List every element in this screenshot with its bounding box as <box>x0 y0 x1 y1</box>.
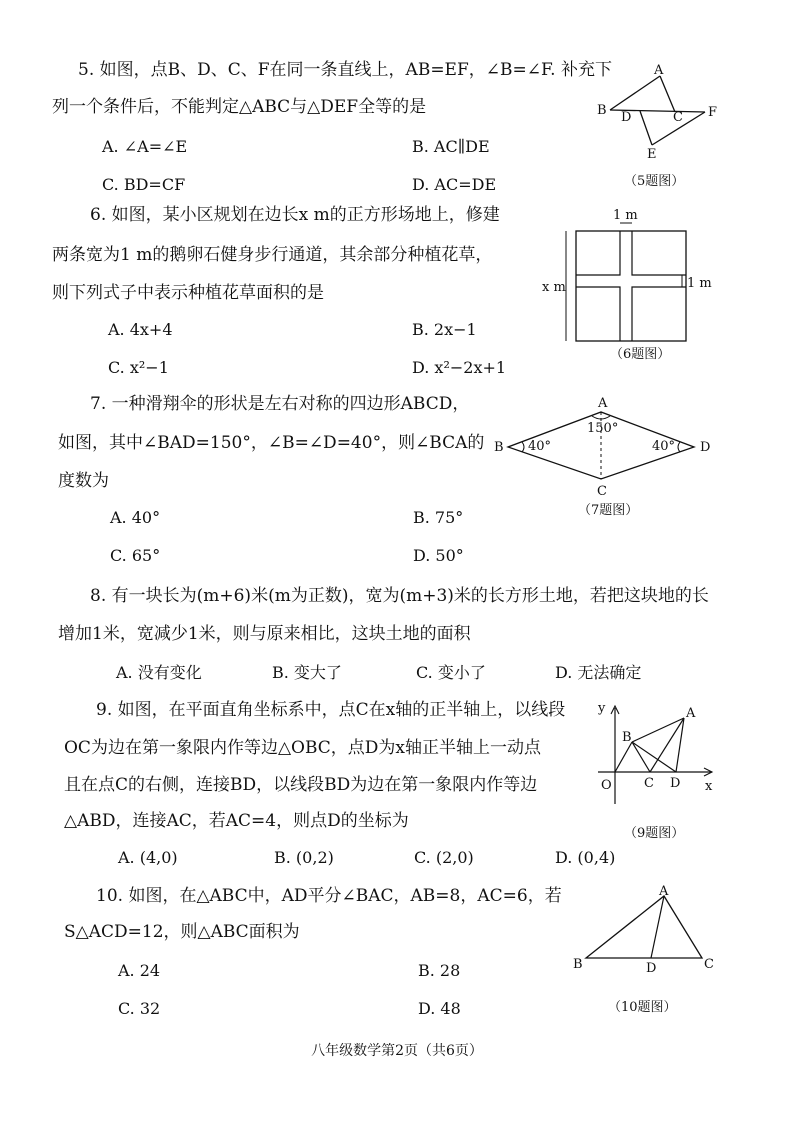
f7-label-a: A <box>598 396 608 411</box>
q10-option-b: B. 28 <box>418 961 461 980</box>
q7-option-d: D. 50° <box>413 546 464 565</box>
q6-option-a: A. 4x+4 <box>108 320 173 339</box>
q8-option-a: A. 没有变化 <box>116 663 202 682</box>
f9-label-c: C <box>644 776 654 791</box>
q7-option-a: A. 40° <box>110 508 161 527</box>
q6-text-line1: 6. 如图，某小区规划在边长x m的正方形场地上，修建 <box>90 205 500 225</box>
f9-label-o: O <box>601 778 612 793</box>
q7-option-b: B. 75° <box>413 508 464 527</box>
q5-option-c: C. BD=CF <box>102 175 186 194</box>
q8-option-b: B. 变大了 <box>272 663 342 682</box>
q9-option-d: D. (0,4) <box>555 848 616 867</box>
q8-option-c: C. 变小了 <box>416 663 486 682</box>
q5-figure <box>590 62 725 162</box>
q5-text-line2: 列一个条件后，不能判定△ABC与△DEF全等的是 <box>52 97 427 117</box>
q5-option-d: D. AC=DE <box>412 175 497 194</box>
f5-label-d: D <box>621 110 632 125</box>
q5-option-a: A. ∠A=∠E <box>102 137 188 156</box>
f10-label-c: C <box>704 957 714 972</box>
q6-text-line2: 两条宽为1 m的鹅卵石健身步行通道，其余部分种植花草， <box>52 245 493 265</box>
q9-option-a: A. (4,0) <box>118 848 178 867</box>
f5-label-a: A <box>654 63 664 78</box>
q6-option-d: D. x²−2x+1 <box>412 358 507 377</box>
q5-option-b: B. AC∥DE <box>412 137 490 156</box>
q6-option-c: C. x²−1 <box>108 358 169 377</box>
q10-figure <box>568 884 728 976</box>
f5-label-c: C <box>673 110 683 125</box>
f10-label-b: B <box>573 957 583 972</box>
q9-text-line3: 且在点C的右侧，连接BD，以线段BD为边在第一象限内作等边 <box>64 775 538 795</box>
f7-angle-b: 40° <box>528 439 552 454</box>
f9-label-x: x <box>705 779 713 794</box>
f6-label-side: x m <box>542 280 566 295</box>
f10-label-d: D <box>646 961 657 976</box>
q10-option-a: A. 24 <box>118 961 161 980</box>
q9-text-line2: OC为边在第一象限内作等边△OBC，点D为x轴正半轴上一动点 <box>64 738 541 758</box>
f6-label-top: 1 m <box>613 208 638 223</box>
page-footer: 八年级数学第2页（共6页） <box>311 1043 483 1059</box>
f9-label-b: B <box>622 730 632 745</box>
f7-label-b: B <box>494 440 504 455</box>
q6-text-line3: 则下列式子中表示种植花草面积的是 <box>52 283 324 303</box>
f10-label-a: A <box>659 884 669 899</box>
q8-text-line1: 8. 有一块长为(m+6)米(m为正数)，宽为(m+3)米的长方形土地，若把这块地的长 <box>90 586 709 606</box>
q6-figure <box>540 205 720 345</box>
q7-caption: （7题图） <box>578 503 639 518</box>
q9-text-line1: 9. 如图，在平面直角坐标系中，点C在x轴的正半轴上，以线段 <box>96 700 566 720</box>
f9-label-d: D <box>670 776 681 791</box>
q10-text-line1: 10. 如图，在△ABC中，AD平分∠BAC，AB=8，AC=6，若 <box>96 886 562 906</box>
f6-label-right: 1 m <box>687 276 712 291</box>
q6-option-b: B. 2x−1 <box>412 320 477 339</box>
q9-option-c: C. (2,0) <box>414 848 474 867</box>
f7-label-c: C <box>597 484 607 499</box>
f5-label-b: B <box>597 103 607 118</box>
q10-caption: （10题图） <box>608 1000 677 1015</box>
q10-text-line2: S△ACD=12，则△ABC面积为 <box>64 922 300 942</box>
f5-label-f: F <box>708 105 718 120</box>
f7-angle-a: 150° <box>587 421 619 436</box>
f7-angle-d: 40° <box>652 439 676 454</box>
q9-text-line4: △ABD，连接AC，若AC=4，则点D的坐标为 <box>64 811 409 831</box>
q9-figure <box>590 698 720 808</box>
q8-text-line2: 增加1米，宽减少1米，则与原来相比，这块土地的面积 <box>58 624 471 644</box>
f9-label-y: y <box>598 701 606 716</box>
q7-option-c: C. 65° <box>110 546 161 565</box>
q7-text-line1: 7. 一种滑翔伞的形状是左右对称的四边形ABCD， <box>90 394 470 414</box>
f5-label-e: E <box>647 147 657 162</box>
f7-label-d: D <box>700 440 711 455</box>
q8-option-d: D. 无法确定 <box>555 663 642 682</box>
q5-text-line1: 5. 如图，点B、D、C、F在同一条直线上，AB=EF，∠B=∠F. 补充下 <box>78 60 612 80</box>
f9-label-a: A <box>686 706 696 721</box>
q7-text-line2: 如图，其中∠BAD=150°，∠B=∠D=40°，则∠BCA的 <box>58 433 485 453</box>
q10-option-c: C. 32 <box>118 999 161 1018</box>
q10-option-d: D. 48 <box>418 999 461 1018</box>
q6-caption: （6题图） <box>610 347 671 362</box>
q7-figure <box>488 394 718 499</box>
q9-option-b: B. (0,2) <box>274 848 334 867</box>
q7-text-line3: 度数为 <box>58 471 109 491</box>
q9-caption: （9题图） <box>624 826 685 841</box>
q5-caption: （5题图） <box>624 174 685 189</box>
